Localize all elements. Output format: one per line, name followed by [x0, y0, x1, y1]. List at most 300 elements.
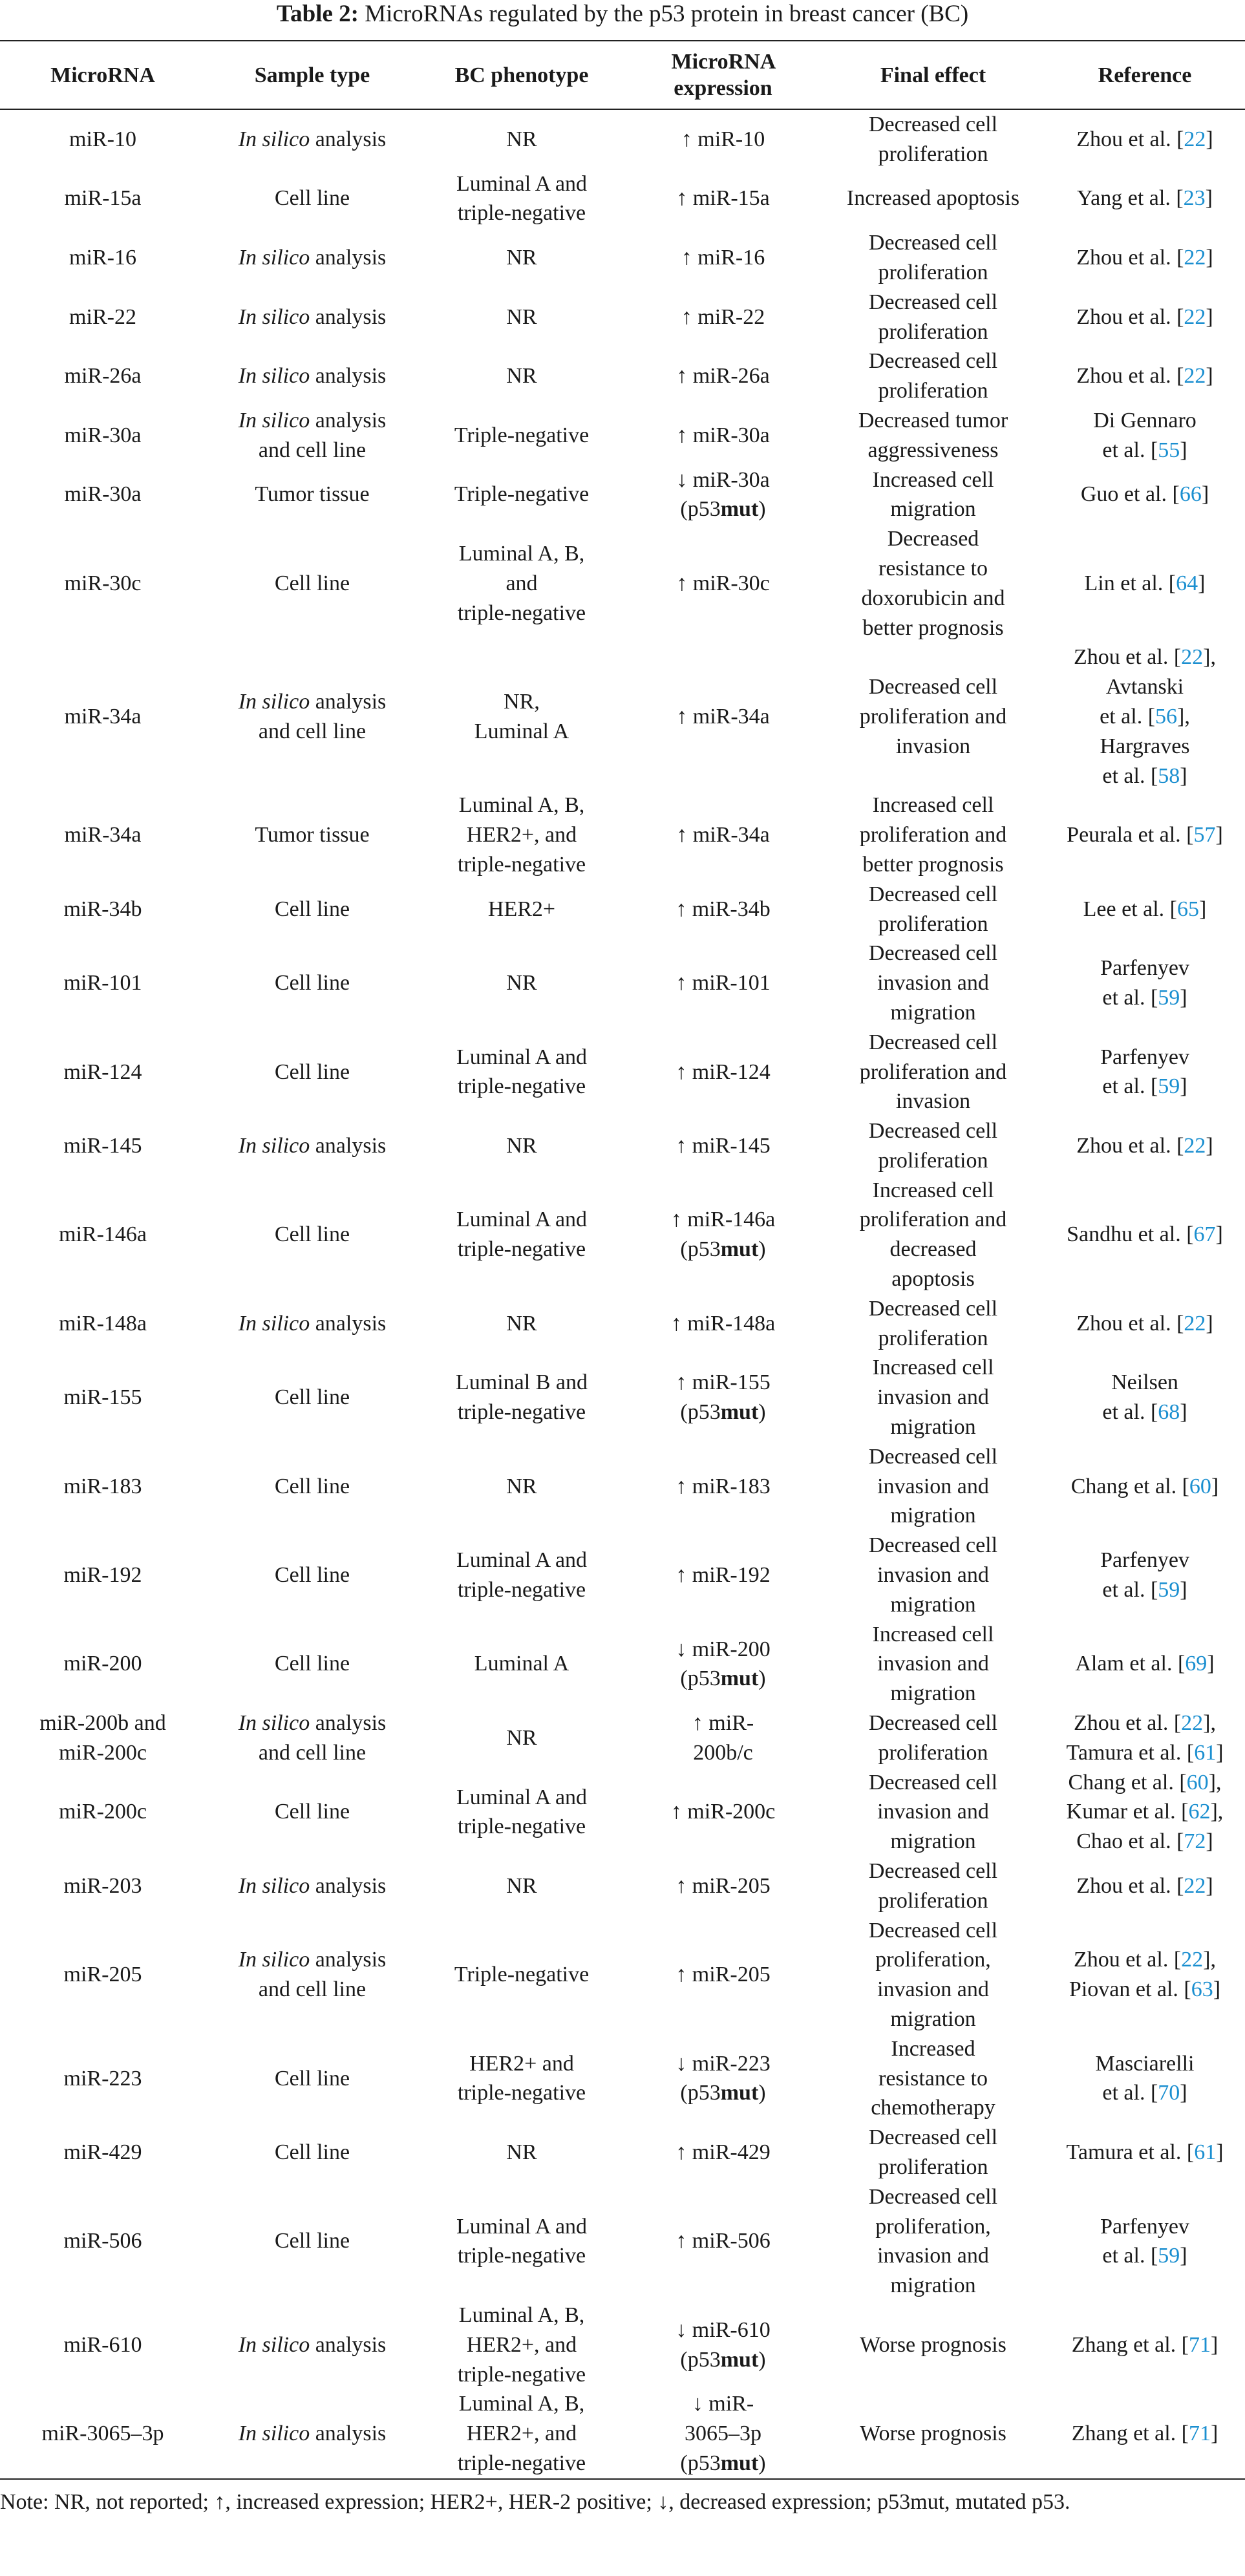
cell-microrna	[0, 880, 206, 939]
reference-link[interactable]: 63	[1191, 1977, 1213, 2002]
cell-bc-phenotype	[419, 1116, 624, 1176]
phenotype-line: triple-negative	[457, 1577, 586, 1602]
effect-line: proliferation and	[859, 1208, 1007, 1232]
phenotype-line: NR	[506, 1311, 537, 1336]
phenotype-line: HER2+, and	[466, 823, 577, 847]
cell-sample-type	[206, 1768, 419, 1857]
reference-line	[1050, 406, 1240, 436]
column-header-reference: Reference	[1098, 63, 1192, 87]
cell-reference	[1045, 1857, 1245, 1916]
effect-line: Decreased cell	[868, 1296, 998, 1321]
sample-type-italic: In silico	[238, 1711, 310, 1736]
cell-microrna-expression	[624, 524, 822, 643]
microrna-name: miR-146a	[59, 1222, 147, 1247]
reference-bracket: ]	[1215, 1222, 1223, 1247]
reference-line	[1050, 953, 1240, 983]
cell-microrna-expression	[624, 109, 822, 169]
reference-link[interactable]: 22	[1181, 1711, 1204, 1736]
reference-line	[1050, 1708, 1240, 1738]
table-row	[0, 228, 1245, 288]
cell-microrna	[0, 2389, 206, 2478]
reference-link[interactable]: 22	[1184, 246, 1206, 270]
reference-bracket: ]	[1210, 2422, 1218, 2446]
reference-bracket: ]	[1216, 1740, 1224, 1765]
effect-line: Decreased cell	[868, 1030, 998, 1054]
phenotype-line: Triple-negative	[454, 482, 590, 507]
reference-link[interactable]: 22	[1184, 127, 1206, 151]
expression-mut-label: mut	[720, 497, 759, 522]
expression-prefix: (p53	[680, 1237, 721, 1262]
sample-type-line	[211, 1472, 414, 1502]
effect-line: proliferation	[878, 260, 988, 284]
reference-line	[1050, 2138, 1240, 2167]
phenotype-line: HER2+, and	[466, 2422, 577, 2446]
reference-bracket: ]	[1206, 1133, 1213, 1158]
table-row	[0, 1857, 1245, 1916]
effect-line: Increased cell	[872, 1622, 994, 1646]
reference-link[interactable]: 71	[1188, 2422, 1211, 2446]
reference-line	[1050, 1797, 1240, 1827]
cell-sample-type	[206, 465, 419, 525]
cell-final-effect	[822, 880, 1045, 939]
cell-sample-type	[206, 2389, 419, 2478]
reference-link[interactable]: 22	[1184, 1311, 1206, 1336]
expression-line: ↑ miR-30a	[676, 423, 770, 447]
cell-final-effect	[822, 524, 1045, 643]
expression-mut-label: mut	[720, 1237, 759, 1262]
reference-line	[1050, 1220, 1240, 1250]
reference-link[interactable]: 22	[1184, 304, 1206, 329]
expression-line: ↓ miR-	[692, 2392, 754, 2416]
phenotype-line: NR	[506, 364, 537, 389]
microrna-name: miR-155	[63, 1385, 142, 1410]
cell-sample-type	[206, 1028, 419, 1116]
sample-type-line	[211, 436, 414, 465]
reference-bracket: ]	[1180, 986, 1187, 1010]
reference-link[interactable]: 56	[1155, 704, 1178, 729]
reference-link[interactable]: 57	[1193, 823, 1216, 847]
sample-type-italic: In silico	[238, 1133, 310, 1158]
reference-link[interactable]: 58	[1158, 763, 1180, 788]
cell-bc-phenotype	[419, 346, 624, 406]
reference-author: Zhou et al. [	[1076, 1133, 1184, 1158]
reference-link[interactable]: 65	[1177, 897, 1200, 921]
effect-line: Increased cell	[872, 1356, 994, 1380]
cell-final-effect	[822, 1353, 1045, 1442]
cell-final-effect	[822, 1916, 1045, 2034]
reference-link[interactable]: 22	[1181, 645, 1204, 670]
cell-sample-type	[206, 1531, 419, 1619]
expression-prefix: (p53	[680, 2347, 721, 2372]
reference-bracket: ],	[1208, 1770, 1222, 1794]
phenotype-line: NR	[506, 2140, 537, 2165]
cell-reference	[1045, 2389, 1245, 2478]
expression-line: ↓ miR-610	[676, 2317, 771, 2342]
table-caption-label: Table 2:	[276, 1, 359, 27]
sample-type-line	[211, 1708, 414, 1738]
cell-reference	[1045, 643, 1245, 791]
expression-line: ↑ miR-22	[681, 304, 765, 329]
reference-bracket: ],	[1177, 704, 1190, 729]
column-header-expression-line: MicroRNA	[671, 50, 775, 74]
sample-type-italic: In silico	[238, 1311, 310, 1336]
expression-line: ↑ miR-155	[676, 1370, 771, 1395]
effect-line: proliferation	[878, 1888, 988, 1913]
cell-microrna	[0, 346, 206, 406]
reference-line	[1050, 2212, 1240, 2242]
sample-type-line	[211, 820, 414, 850]
expression-line: ↑ miR-101	[676, 971, 771, 995]
phenotype-line: NR	[506, 971, 537, 995]
cell-sample-type	[206, 406, 419, 465]
expression-line: ↑ miR-205	[676, 1963, 771, 1987]
expression-suffix: )	[758, 2347, 766, 2372]
cell-sample-type	[206, 791, 419, 879]
cell-microrna-expression	[624, 465, 822, 525]
expression-prefix: (p53	[680, 2081, 721, 2105]
effect-line: migration	[890, 1592, 976, 1617]
table-row	[0, 1176, 1245, 1294]
microrna-name: miR-30a	[64, 482, 142, 507]
effect-line: proliferation and	[859, 823, 1007, 847]
expression-line: ↑ miR-183	[676, 1474, 771, 1498]
cell-microrna-expression	[624, 2123, 822, 2182]
sample-type-line	[211, 184, 414, 213]
sample-type-line	[211, 1058, 414, 1087]
microrna-name: miR-223	[63, 2066, 142, 2091]
reference-author: et al. [	[1102, 1400, 1158, 1425]
expression-line	[630, 2078, 816, 2108]
column-header-sample-type: Sample type	[254, 63, 370, 87]
reference-line	[1050, 569, 1240, 599]
effect-line: chemotherapy	[871, 2096, 995, 2120]
reference-bracket: ]	[1206, 1829, 1213, 1854]
expression-line: ↑ miR-192	[676, 1563, 771, 1588]
phenotype-line: and	[505, 571, 538, 595]
cell-bc-phenotype	[419, 939, 624, 1027]
microrna-name: miR-192	[63, 1563, 142, 1588]
expression-mut-label: mut	[720, 2347, 759, 2372]
reference-bracket: ]	[1206, 364, 1213, 389]
reference-link[interactable]: 72	[1184, 1829, 1206, 1854]
expression-line	[630, 1664, 816, 1694]
expression-line: ↑ miR-429	[676, 2140, 771, 2165]
reference-link[interactable]: 61	[1194, 1740, 1217, 1765]
phenotype-line: triple-negative	[457, 1815, 586, 1839]
sample-type-text: and cell line	[258, 438, 367, 462]
microrna-name: miR-34a	[64, 704, 142, 729]
cell-bc-phenotype	[419, 2123, 624, 2182]
cell-microrna	[0, 1916, 206, 2034]
sample-type-italic: In silico	[238, 127, 310, 151]
table-row	[0, 1116, 1245, 1176]
reference-line	[1050, 184, 1240, 213]
reference-line	[1050, 643, 1240, 672]
sample-type-text: analysis	[310, 364, 387, 389]
phenotype-line: NR	[506, 1474, 537, 1498]
reference-link[interactable]: 59	[1158, 1074, 1180, 1099]
phenotype-line: Luminal A, B,	[458, 793, 585, 818]
reference-author: Guo et al. [	[1080, 482, 1180, 507]
reference-author: et al. [	[1102, 763, 1158, 788]
cell-microrna	[0, 465, 206, 525]
effect-line: proliferation	[878, 1148, 988, 1173]
reference-link[interactable]: 22	[1184, 1133, 1206, 1158]
effect-line: aggressiveness	[867, 438, 999, 462]
cell-reference	[1045, 791, 1245, 879]
reference-line	[1050, 761, 1240, 791]
expression-line: ↑ miR-148a	[670, 1311, 776, 1336]
expression-line: ↑ miR-205	[676, 1873, 771, 1898]
reference-line	[1050, 732, 1240, 761]
reference-author: Lee et al. [	[1083, 897, 1178, 921]
cell-final-effect	[822, 1176, 1045, 1294]
reference-author: et al. [	[1102, 1577, 1158, 1602]
cell-bc-phenotype	[419, 1708, 624, 1768]
sample-type-text: Cell line	[274, 971, 350, 995]
effect-line: Decreased cell	[868, 882, 998, 906]
reference-author: Parfenyev	[1100, 1548, 1189, 1573]
cell-reference	[1045, 346, 1245, 406]
cell-microrna	[0, 1176, 206, 1294]
sample-type-text: analysis	[310, 408, 387, 432]
expression-mut-label: mut	[720, 1400, 759, 1425]
cell-bc-phenotype	[419, 169, 624, 229]
table-row	[0, 1294, 1245, 1354]
reference-line	[1050, 243, 1240, 273]
reference-link[interactable]: 71	[1188, 2332, 1211, 2357]
reference-bracket: ]	[1180, 1577, 1187, 1602]
phenotype-line: triple-negative	[457, 1237, 586, 1262]
microrna-name: miR-429	[63, 2140, 142, 2165]
reference-bracket: ]	[1199, 897, 1207, 921]
sample-type-line	[211, 406, 414, 436]
reference-link[interactable]: 67	[1193, 1222, 1216, 1247]
reference-author: Parfenyev	[1100, 1045, 1189, 1069]
cell-reference	[1045, 1353, 1245, 1442]
reference-author: Tamura et al. [	[1066, 2140, 1195, 2165]
sample-type-text: Cell line	[274, 2066, 350, 2091]
cell-microrna	[0, 1531, 206, 1619]
reference-bracket: ]	[1180, 438, 1187, 462]
sample-type-line	[211, 1975, 414, 2005]
reference-bracket: ]	[1201, 482, 1209, 507]
table-row	[0, 1708, 1245, 1768]
cell-microrna-expression	[624, 1768, 822, 1857]
reference-line	[1050, 1546, 1240, 1575]
cell-microrna	[0, 1294, 206, 1354]
microrna-name: miR-16	[69, 246, 136, 270]
table-row	[0, 1028, 1245, 1116]
reference-line	[1050, 1368, 1240, 1398]
cell-microrna-expression	[624, 228, 822, 288]
sample-type-text: Cell line	[274, 897, 350, 921]
cell-final-effect	[822, 1442, 1045, 1531]
cell-final-effect	[822, 1294, 1045, 1354]
cell-sample-type	[206, 939, 419, 1027]
table-row	[0, 2182, 1245, 2301]
expression-line	[630, 2345, 816, 2375]
sample-type-text: and cell line	[258, 719, 367, 743]
reference-link[interactable]: 22	[1184, 364, 1206, 389]
microrna-table	[0, 40, 1245, 2480]
reference-bracket: ]	[1216, 2140, 1224, 2165]
cell-microrna-expression	[624, 1857, 822, 1916]
cell-sample-type	[206, 1116, 419, 1176]
reference-link[interactable]: 61	[1194, 2140, 1217, 2165]
expression-line	[630, 495, 816, 524]
effect-line: migration	[890, 1415, 976, 1440]
cell-bc-phenotype	[419, 1620, 624, 1708]
reference-link[interactable]: 64	[1176, 571, 1198, 595]
expression-suffix: )	[758, 1237, 766, 1262]
effect-line: Worse prognosis	[860, 2332, 1006, 2357]
sample-type-text: Cell line	[274, 2140, 350, 2165]
reference-line	[1050, 1472, 1240, 1502]
sample-type-line	[211, 303, 414, 332]
cell-sample-type	[206, 524, 419, 643]
effect-line: Worse prognosis	[860, 2422, 1006, 2446]
microrna-name: miR-15a	[64, 186, 142, 211]
reference-bracket: ]	[1206, 1311, 1213, 1336]
effect-line: Decreased cell	[868, 2184, 998, 2209]
cell-microrna	[0, 1768, 206, 1857]
reference-line	[1050, 820, 1240, 850]
reference-bracket: ]	[1207, 1652, 1215, 1676]
reference-link[interactable]: 60	[1186, 1770, 1209, 1794]
effect-line: proliferation,	[875, 1948, 991, 1972]
cell-bc-phenotype	[419, 1768, 624, 1857]
table-caption-text: MicroRNAs regulated by the p53 protein in breast cancer (BC)	[365, 1, 969, 27]
sample-type-line	[211, 2330, 414, 2360]
cell-sample-type	[206, 1857, 419, 1916]
effect-line: invasion and	[877, 1563, 989, 1588]
cell-sample-type	[206, 346, 419, 406]
sample-type-text: Cell line	[274, 1563, 350, 1588]
reference-link[interactable]: 60	[1189, 1474, 1211, 1498]
reference-author: Piovan et al. [	[1069, 1977, 1191, 2002]
reference-line	[1050, 2049, 1240, 2079]
cell-microrna	[0, 939, 206, 1027]
reference-line	[1050, 1975, 1240, 2005]
sample-type-text: Cell line	[274, 1652, 350, 1676]
reference-link[interactable]: 59	[1158, 1577, 1180, 1602]
expression-line: ↑ miR-146a	[670, 1208, 776, 1232]
cell-microrna	[0, 406, 206, 465]
reference-author: Hargraves	[1100, 734, 1190, 758]
cell-bc-phenotype	[419, 406, 624, 465]
reference-link[interactable]: 69	[1185, 1652, 1208, 1676]
sample-type-text: analysis	[310, 246, 387, 270]
reference-link[interactable]: 22	[1184, 1873, 1206, 1898]
table-row	[0, 1620, 1245, 1708]
phenotype-line: triple-negative	[457, 201, 586, 226]
table-footnote-text: Note: NR, not reported; ↑, increased expression; HER2+, HER-2 positive; ↓, decreased expression; p53mut, mutated p53.	[0, 2489, 1070, 2514]
column-header-bc-phenotype: BC phenotype	[454, 63, 589, 87]
cell-microrna-expression	[624, 643, 822, 791]
microrna-name: miR-200c	[59, 1800, 147, 1824]
cell-microrna	[0, 1708, 206, 1768]
reference-bracket: ]	[1205, 186, 1213, 211]
reference-author: Yang et al. [	[1077, 186, 1184, 211]
effect-line: Increased	[891, 2036, 975, 2061]
cell-microrna-expression	[624, 1916, 822, 2034]
cell-bc-phenotype	[419, 2182, 624, 2301]
phenotype-line: NR,	[504, 690, 540, 714]
effect-line: migration	[890, 497, 976, 522]
phenotype-line: HER2+, and	[466, 2332, 577, 2357]
cell-microrna-expression	[624, 1353, 822, 1442]
cell-microrna	[0, 2123, 206, 2182]
table-row	[0, 465, 1245, 525]
phenotype-line: Luminal A and	[456, 1208, 588, 1232]
cell-microrna	[0, 1353, 206, 1442]
effect-line: Decreased cell	[868, 231, 998, 255]
expression-line: ↑ miR-145	[676, 1133, 771, 1158]
reference-line	[1050, 1649, 1240, 1679]
expression-suffix: )	[758, 2081, 766, 2105]
reference-author: Zhou et al. [	[1076, 364, 1184, 389]
table-header	[0, 41, 1245, 109]
table-row	[0, 406, 1245, 465]
sample-type-line	[211, 2419, 414, 2449]
phenotype-line: Luminal A and	[456, 1785, 588, 1809]
effect-line: Decreased cell	[868, 675, 998, 699]
reference-link[interactable]: 62	[1188, 1800, 1211, 1824]
cell-microrna-expression	[624, 1708, 822, 1768]
sample-type-text: Cell line	[274, 2229, 350, 2253]
phenotype-line: NR	[506, 1725, 537, 1750]
table-footnote	[0, 2480, 1245, 2517]
sample-type-text: analysis	[310, 1311, 387, 1336]
expression-prefix: (p53	[680, 1400, 721, 1425]
reference-link[interactable]: 66	[1179, 482, 1202, 507]
effect-line: proliferation and	[859, 704, 1007, 729]
cell-sample-type	[206, 1176, 419, 1294]
table-row	[0, 1442, 1245, 1531]
reference-link[interactable]: 68	[1158, 1400, 1180, 1425]
cell-microrna	[0, 791, 206, 879]
effect-line: Increased cell	[872, 1178, 994, 1202]
sample-type-text: analysis	[310, 2332, 387, 2357]
effect-line: Decreased tumor	[858, 408, 1008, 432]
reference-link[interactable]: 59	[1158, 2244, 1180, 2268]
reference-link[interactable]: 70	[1158, 2081, 1180, 2105]
sample-type-text: Tumor tissue	[255, 823, 370, 847]
column-header-final-effect: Final effect	[880, 63, 986, 87]
cell-bc-phenotype	[419, 2301, 624, 2389]
reference-author: Masciarelli	[1095, 2051, 1195, 2076]
reference-link[interactable]: 23	[1183, 186, 1206, 211]
sample-type-line	[211, 717, 414, 747]
cell-bc-phenotype	[419, 1916, 624, 2034]
header-row	[0, 41, 1245, 109]
column-header-microrna-expression	[624, 41, 822, 109]
sample-type-italic: In silico	[238, 1948, 310, 1972]
cell-bc-phenotype	[419, 791, 624, 879]
reference-link[interactable]: 55	[1158, 438, 1180, 462]
sample-type-line	[211, 125, 414, 154]
reference-link[interactable]: 22	[1181, 1948, 1204, 1972]
reference-author: Chang et al. [	[1068, 1770, 1187, 1794]
reference-link[interactable]: 59	[1158, 986, 1180, 1010]
cell-microrna	[0, 643, 206, 791]
sample-type-text: Cell line	[274, 1385, 350, 1410]
cell-final-effect	[822, 2301, 1045, 2389]
reference-line	[1050, 1738, 1240, 1768]
phenotype-line: triple-negative	[457, 601, 586, 625]
microrna-name: miR-3065–3p	[41, 2422, 164, 2446]
